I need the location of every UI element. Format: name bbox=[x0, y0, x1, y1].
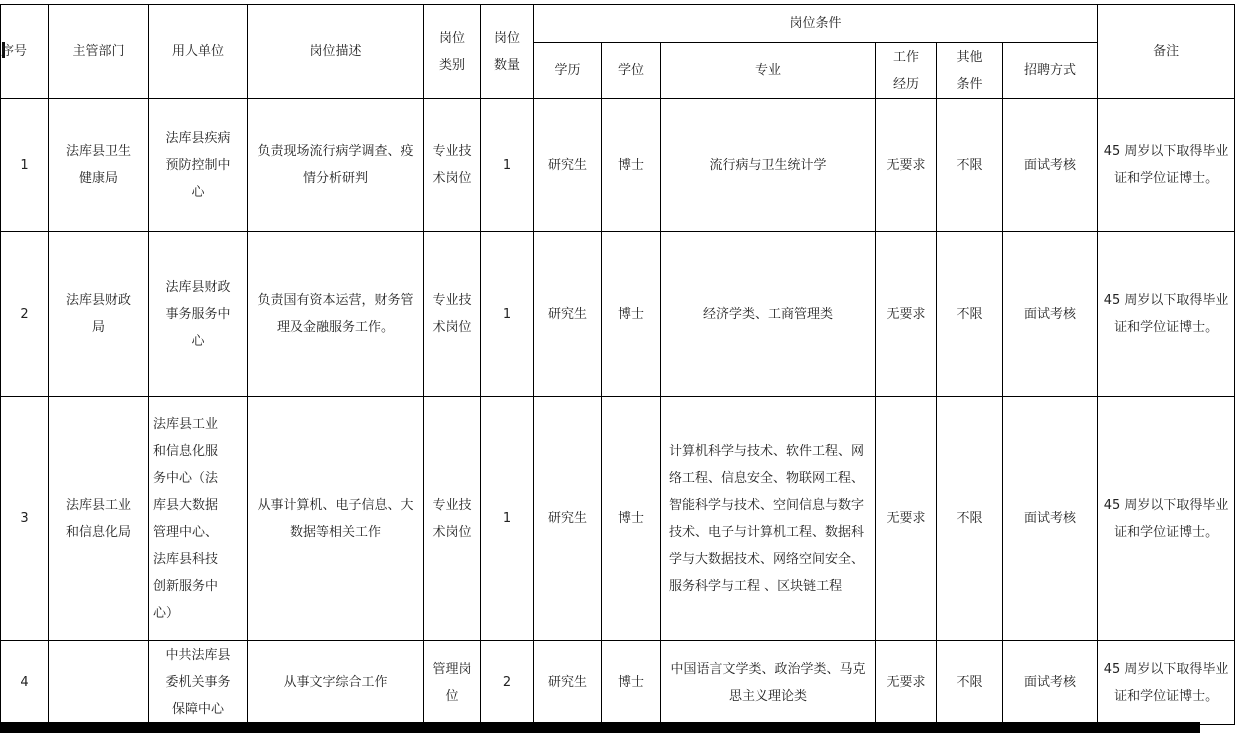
header-unit: 用人单位 bbox=[149, 5, 248, 99]
cell-count: 1 bbox=[481, 232, 534, 397]
cell-experience: 无要求 bbox=[876, 99, 937, 232]
cell-major: 经济学类、工商管理类 bbox=[661, 232, 876, 397]
cell-remark: 45 周岁以下取得毕业证和学位证博士。 bbox=[1098, 397, 1235, 641]
cell-category-text: 专业技术岗位 bbox=[432, 497, 472, 540]
cell-seq: 1 bbox=[1, 99, 49, 232]
header-dept: 主管部门 bbox=[49, 5, 149, 99]
cell-seq: 2 bbox=[1, 232, 49, 397]
cell-dept bbox=[49, 99, 149, 232]
recruitment-table bbox=[0, 4, 1235, 725]
cell-education: 研究生 bbox=[534, 232, 602, 397]
header-method: 招聘方式 bbox=[1003, 43, 1098, 99]
cell-dept bbox=[49, 641, 149, 725]
cell-other: 不限 bbox=[937, 99, 1003, 232]
cell-dept bbox=[49, 232, 149, 397]
header-major: 专业 bbox=[661, 43, 876, 99]
cell-desc: 负责国有资本运营，财务管理及金融服务工作。 bbox=[248, 232, 424, 397]
header-desc: 岗位描述 bbox=[248, 5, 424, 99]
cell-other: 不限 bbox=[937, 397, 1003, 641]
cell-experience: 无要求 bbox=[876, 397, 937, 641]
cell-category bbox=[424, 397, 481, 641]
cell-major: 流行病与卫生统计学 bbox=[661, 99, 876, 232]
header-other bbox=[937, 43, 1003, 99]
cell-category-text: 专业技术岗位 bbox=[432, 293, 472, 335]
cell-category bbox=[424, 99, 481, 232]
bottom-edge-bar bbox=[0, 722, 1200, 733]
cell-experience: 无要求 bbox=[876, 641, 937, 725]
cell-degree: 博士 bbox=[602, 641, 661, 725]
header-education: 学历 bbox=[534, 43, 602, 99]
cell-category-text: 管理岗位 bbox=[432, 661, 472, 704]
cell-education: 研究生 bbox=[534, 397, 602, 641]
cell-unit-text: 中共法库县委机关事务保障中心 bbox=[165, 648, 231, 717]
cell-unit bbox=[149, 641, 248, 725]
header-remark: 备注 bbox=[1098, 5, 1235, 99]
cell-remark: 45 周岁以下取得毕业证和学位证博士。 bbox=[1098, 641, 1235, 725]
cell-major: 计算机科学与技术、软件工程、网络工程、信息安全、物联网工程、智能科学与技术、空间信息与数字技术、电子与计算机工程、数据科学与大数据技术、网络空间安全、服务科学与工程 、区块链工程 bbox=[661, 397, 876, 641]
cell-category bbox=[424, 641, 481, 725]
table-row bbox=[1, 232, 1235, 397]
header-category bbox=[424, 5, 481, 99]
cell-dept bbox=[49, 397, 149, 641]
cell-count: 1 bbox=[481, 397, 534, 641]
cell-degree: 博士 bbox=[602, 232, 661, 397]
cell-education: 研究生 bbox=[534, 641, 602, 725]
cell-count: 1 bbox=[481, 99, 534, 232]
cell-education: 研究生 bbox=[534, 99, 602, 232]
cell-unit bbox=[149, 232, 248, 397]
header-count bbox=[481, 5, 534, 99]
header-other-text: 其他条件 bbox=[956, 49, 983, 92]
header-experience-text: 工作经历 bbox=[892, 49, 919, 92]
cell-desc: 从事文字综合工作 bbox=[248, 641, 424, 725]
cell-major: 中国语言文学类、政治学类、马克思主义理论类 bbox=[661, 641, 876, 725]
header-count-text: 岗位数量 bbox=[493, 30, 520, 73]
header-experience bbox=[876, 43, 937, 99]
cell-experience: 无要求 bbox=[876, 232, 937, 397]
cell-other: 不限 bbox=[937, 641, 1003, 725]
header-row-1 bbox=[1, 5, 1235, 43]
cell-remark: 45 周岁以下取得毕业证和学位证博士。 bbox=[1098, 99, 1235, 232]
cell-category-text: 专业技术岗位 bbox=[432, 144, 472, 186]
cell-dept-text: 法库县工业和信息化局 bbox=[65, 497, 131, 540]
header-conditions: 岗位条件 bbox=[534, 5, 1098, 43]
cell-method: 面试考核 bbox=[1003, 232, 1098, 397]
cell-count: 2 bbox=[481, 641, 534, 725]
cell-unit-text: 法库县疾病预防控制中心 bbox=[165, 130, 231, 200]
header-degree: 学位 bbox=[602, 43, 661, 99]
cell-method: 面试考核 bbox=[1003, 641, 1098, 725]
cell-desc: 从事计算机、电子信息、大数据等相关工作 bbox=[248, 397, 424, 641]
cell-method: 面试考核 bbox=[1003, 99, 1098, 232]
table-row bbox=[1, 641, 1235, 725]
header-seq: 序号 bbox=[1, 5, 49, 99]
table-row bbox=[1, 99, 1235, 232]
cell-seq: 3 bbox=[1, 397, 49, 641]
cell-unit-text: 法库县财政事务服务中心 bbox=[165, 279, 231, 349]
cell-category bbox=[424, 232, 481, 397]
cell-degree: 博士 bbox=[602, 99, 661, 232]
cell-unit bbox=[149, 397, 248, 641]
cell-other: 不限 bbox=[937, 232, 1003, 397]
header-category-text: 岗位类别 bbox=[438, 30, 465, 73]
cell-degree: 博士 bbox=[602, 397, 661, 641]
cell-dept-text: 法库县卫生健康局 bbox=[65, 144, 131, 186]
cell-unit bbox=[149, 99, 248, 232]
cell-method: 面试考核 bbox=[1003, 397, 1098, 641]
cell-dept-text: 法库县财政局 bbox=[65, 293, 131, 335]
cell-remark: 45 周岁以下取得毕业证和学位证博士。 bbox=[1098, 232, 1235, 397]
table-row bbox=[1, 397, 1235, 641]
cell-unit-text: 法库县工业和信息化服务中心（法库县大数据管理中心、法库县科技创新服务中心） bbox=[153, 416, 219, 621]
cell-seq: 4 bbox=[1, 641, 49, 725]
cell-desc: 负责现场流行病学调查、疫情分析研判 bbox=[248, 99, 424, 232]
